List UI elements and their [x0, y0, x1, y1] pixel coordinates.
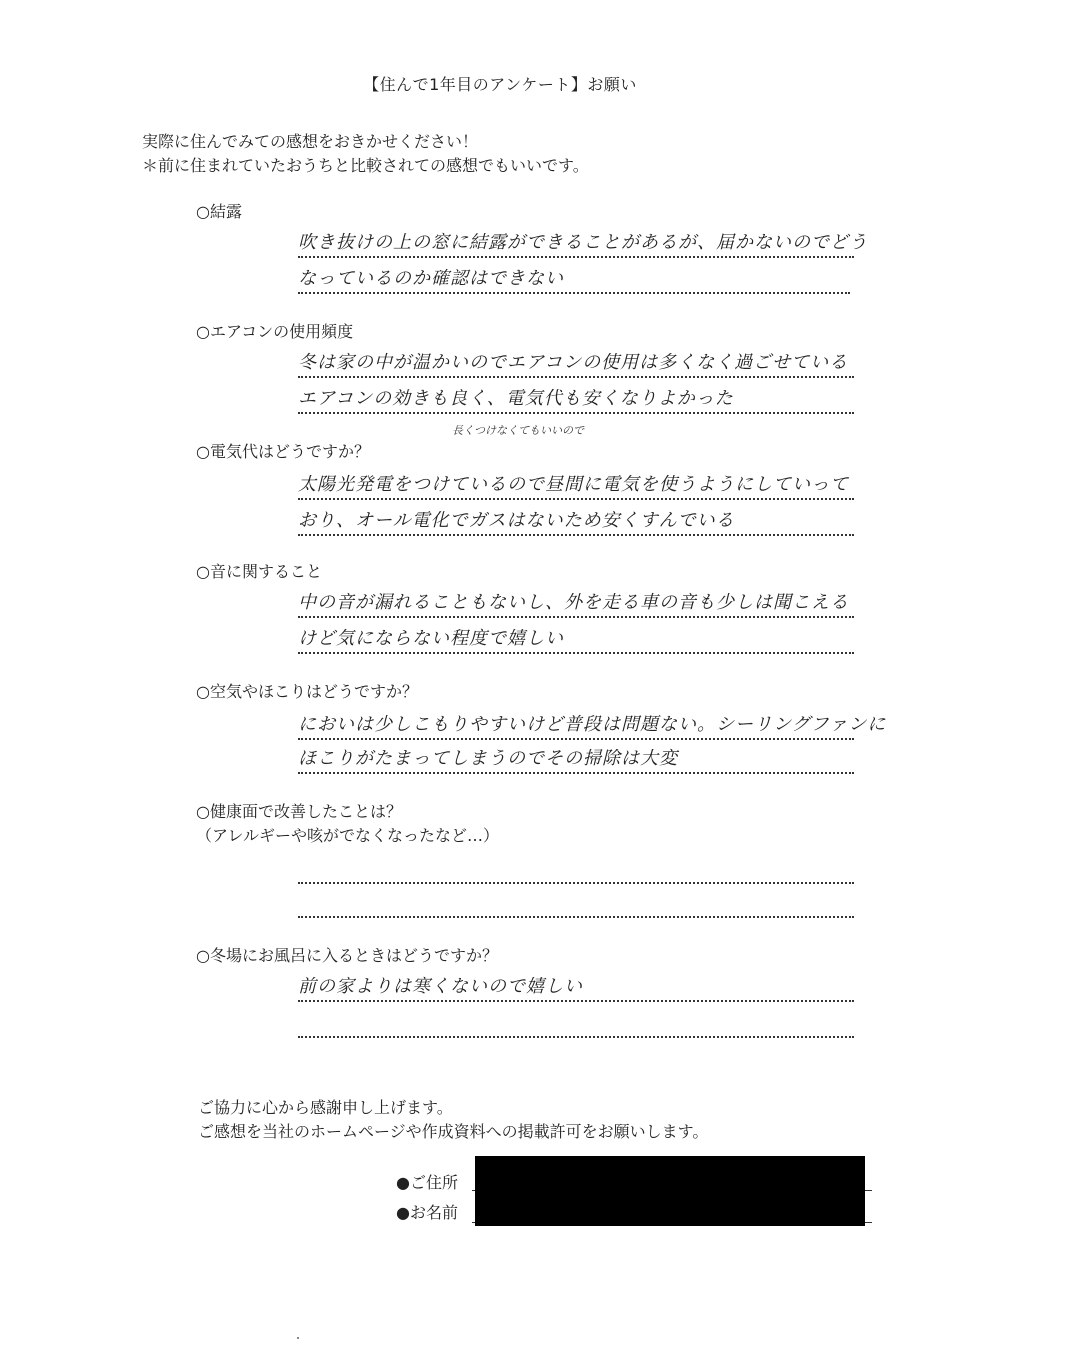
answer-line: おり、オール電化でガスはないため安くすんでいる — [298, 502, 854, 536]
intro-line: ＊前に住まれていたおうちと比較されての感想でもいいです。 — [142, 156, 589, 175]
question-aircon-usage: ○エアコンの使用頻度 — [196, 322, 354, 341]
question-air-dust: ○空気やほこりはどうですか？ — [196, 682, 418, 701]
question-health: ○健康面で改善したことは？ — [196, 802, 402, 821]
scan-speck — [297, 1337, 299, 1339]
answer-line: 中の音が漏れることもないし、外を走る車の音も少しは聞こえる — [298, 584, 854, 618]
answer-line — [298, 1004, 854, 1038]
answer-line: 吹き抜けの上の窓に結露ができることがあるが、届かないのでどう — [298, 224, 854, 258]
answer-line: ほこりがたまってしまうのでその掃除は大変 — [298, 740, 854, 774]
answer-line: けど気にならない程度で嬉しい — [298, 620, 854, 654]
intro-text — [142, 130, 589, 178]
question-health-sublabel: （アレルギーや咳がでなくなったなど…） — [196, 826, 499, 845]
answer-line — [298, 850, 854, 884]
question-electricity-cost: ○電気代はどうですか？ — [196, 442, 370, 461]
question-condensation: ○結露 — [196, 202, 242, 221]
question-winter-bath: ○冬場にお風呂に入るときはどうですか？ — [196, 946, 498, 965]
redaction-block — [475, 1156, 865, 1226]
answer-line: 冬は家の中が温かいのでエアコンの使用は多くなく過ごせている — [298, 344, 854, 378]
answer-line — [298, 884, 854, 918]
answer-line: エアコンの効きも良く、電気代も安くなりよかった — [298, 380, 854, 414]
intro-line: 実際に住んでみての感想をおきかせください！ — [142, 132, 479, 151]
survey-title: 【住んで1年目のアンケート】お願い — [363, 75, 637, 94]
question-sound: ○音に関すること — [196, 562, 322, 581]
closing-line: ご協力に心から感謝申し上げます。 — [198, 1098, 453, 1117]
answer-line: なっているのか確認はできない — [298, 260, 850, 294]
closing-line: ご感想を当社のホームページや作成資料への掲載許可をお願いします。 — [198, 1122, 709, 1141]
name-label: ●お名前 — [396, 1203, 458, 1222]
answer-line: 前の家よりは寒くないので嬉しい — [298, 968, 854, 1002]
answer-line: においは少しこもりやすいけど普段は問題ない。シーリングファンに — [298, 706, 854, 740]
inserted-note: 長くつけなくてもいいので — [452, 424, 584, 437]
closing-text — [198, 1096, 708, 1144]
address-label: ●ご住所 — [396, 1173, 458, 1192]
answer-line: 太陽光発電をつけているので昼間に電気を使うようにしていって — [298, 466, 854, 500]
